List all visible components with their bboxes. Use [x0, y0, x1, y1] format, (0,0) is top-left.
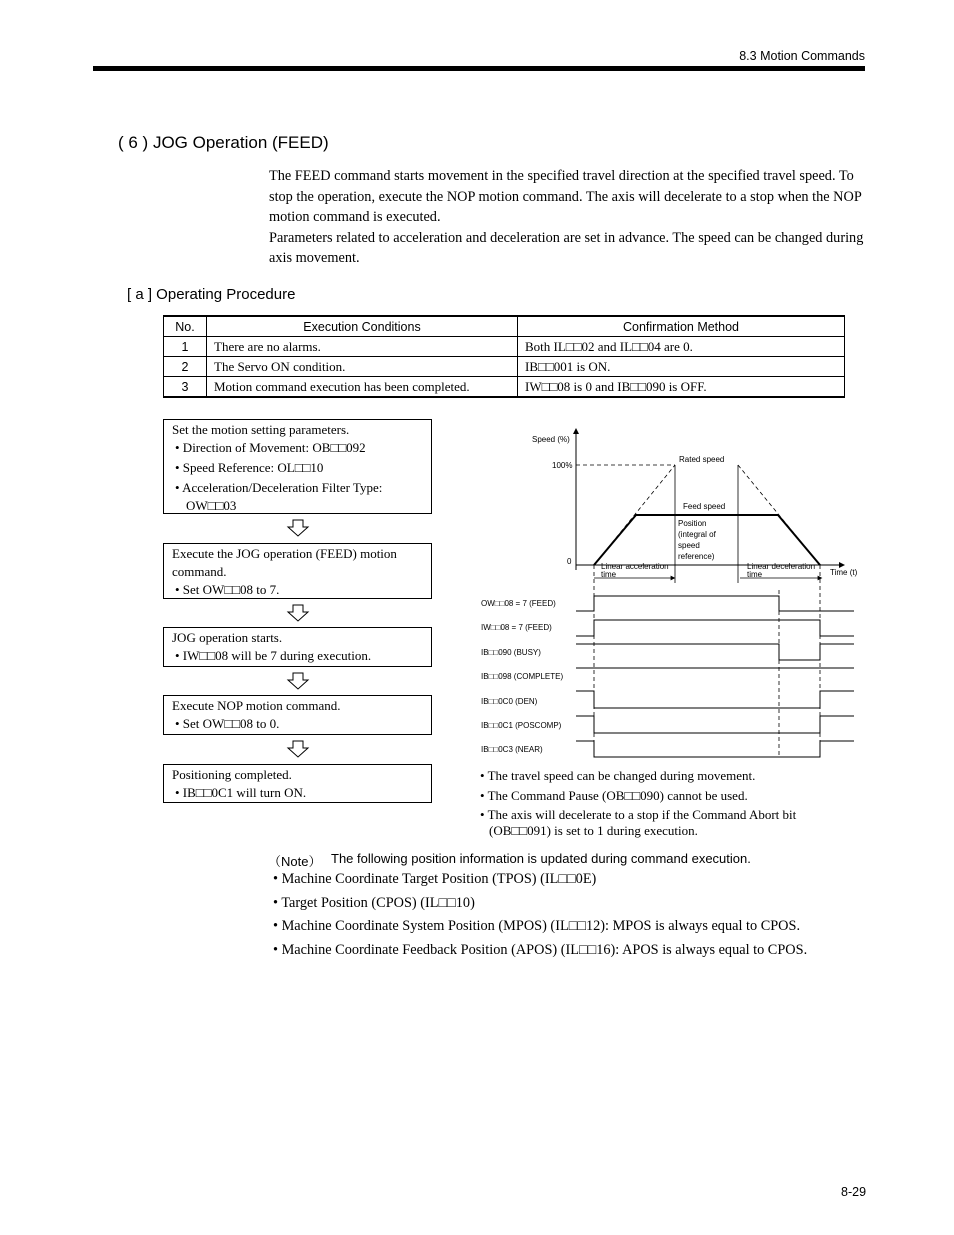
rated-speed-label: Rated speed	[679, 455, 725, 464]
flow-step-bullet: • Direction of Movement: OB□□092	[175, 440, 366, 455]
waveform-busy	[576, 644, 854, 660]
flow-step-bullet: • Acceleration/Deceleration Filter Type: OW□□03	[175, 480, 383, 513]
waveform-near	[576, 741, 854, 757]
speed-axis-label: Speed (%)	[532, 435, 570, 444]
flow-step-bullet: • Speed Reference: OL□□10	[175, 460, 324, 475]
col-header-confirmation: Confirmation Method	[518, 316, 845, 337]
position-note: (integral of	[678, 530, 716, 539]
note-list	[273, 871, 807, 965]
chart-note: • The Command Pause (OB□□090) cannot be used.	[480, 787, 748, 803]
down-arrow-icon	[286, 740, 310, 758]
y-tick-0: 0	[567, 557, 572, 566]
waveform-den	[576, 691, 854, 708]
flow-step-title: Set the motion setting parameters.	[172, 422, 350, 437]
waveform-iw08	[576, 620, 854, 636]
table-row	[164, 337, 845, 357]
signal-label: IB□□098 (COMPLETE)	[481, 672, 564, 681]
row-no: 2	[164, 357, 207, 377]
flow-step-bullet: • Set OW□□08 to 7.	[175, 582, 280, 597]
down-arrow-icon	[286, 604, 310, 622]
flow-step-bullet: • Set OW□□08 to 0.	[175, 716, 280, 731]
decel-time-label: time	[747, 570, 763, 579]
flow-step-title: JOG operation starts.	[172, 630, 283, 645]
col-header-conditions: Execution Conditions	[207, 316, 518, 337]
flow-step-set-parameters	[163, 419, 432, 514]
signal-label: OW□□08 = 7 (FEED)	[481, 599, 556, 608]
note-text: The following position information is updated during command execution.	[331, 851, 751, 866]
col-header-no: No.	[164, 316, 207, 337]
signal-label: IW□□08 = 7 (FEED)	[481, 623, 552, 632]
table-row	[164, 377, 845, 398]
y-tick-100: 100%	[552, 461, 573, 470]
decel-time-label: Linear deceleration	[747, 562, 816, 571]
chart-note: • The travel speed can be changed during movement.	[480, 768, 756, 783]
chart-notes	[480, 768, 860, 843]
running-header: 8.3 Motion Commands	[739, 49, 865, 63]
timing-chart	[470, 425, 865, 765]
list-item: • Target Position (CPOS) (IL□□10)	[273, 894, 475, 911]
header-rule	[93, 66, 865, 71]
position-note: speed	[678, 541, 700, 550]
waveform-ow08	[576, 596, 854, 611]
accel-time-label: Linear acceleration	[601, 562, 669, 571]
flow-step-execute-nop	[163, 695, 432, 735]
signal-label: IB□□0C1 (POSCOMP)	[481, 721, 562, 730]
position-note: reference)	[678, 552, 715, 561]
page-number: 8-29	[841, 1185, 867, 1199]
down-arrow-icon	[286, 519, 310, 537]
list-item: • Machine Coordinate Feedback Position (APOS) (IL□□16): APOS is always equal to CPOS.	[273, 941, 808, 958]
procedure-table	[163, 315, 845, 398]
signal-label: IB□□0C3 (NEAR)	[481, 745, 543, 754]
feed-speed-label: Feed speed	[683, 502, 726, 511]
row-condition: There are no alarms.	[207, 337, 518, 357]
intro-text	[269, 166, 869, 269]
row-condition: The Servo ON condition.	[207, 357, 518, 377]
flow-step-title: Execute the JOG operation (FEED) motion command.	[172, 546, 397, 579]
row-confirmation: IW□□08 is 0 and IB□□090 is OFF.	[518, 377, 845, 398]
section-title: ( 6 ) JOG Operation (FEED)	[118, 133, 329, 152]
flow-step-bullet: • IW□□08 will be 7 during execution.	[175, 648, 372, 663]
time-axis-label: Time (t)	[830, 568, 858, 577]
note-label: （Note）	[268, 854, 322, 869]
flow-step-execute-feed	[163, 543, 432, 599]
table-header-row	[164, 316, 845, 337]
signal-label: IB□□0C0 (DEN)	[481, 697, 538, 706]
flow-step-jog-starts	[163, 627, 432, 667]
row-confirmation: Both IL□□02 and IL□□04 are 0.	[518, 337, 845, 357]
intro-paragraph-2: Parameters related to acceleration and deceleration are set in advance. The speed can be changed during axis movement.	[269, 229, 864, 266]
down-arrow-icon	[286, 672, 310, 690]
row-no: 3	[164, 377, 207, 398]
accel-time-label: time	[601, 570, 617, 579]
flow-step-bullet: • IB□□0C1 will turn ON.	[175, 785, 307, 800]
signal-label: IB□□090 (BUSY)	[481, 648, 541, 657]
flow-step-title: Execute NOP motion command.	[172, 698, 341, 713]
subsection-title: [ a ] Operating Procedure	[127, 286, 296, 303]
row-no: 1	[164, 337, 207, 357]
flow-step-positioning-completed	[163, 764, 432, 803]
intro-paragraph-1: The FEED command starts movement in the specified travel direction at the specified travel speed. To stop the operation, execute the NOP motion command. The axis will decelerate to a stop when the NOP motion command is executed.	[269, 168, 862, 225]
flow-step-title: Positioning completed.	[172, 767, 292, 782]
chart-note: • The axis will decelerate to a stop if the Command Abort bit (OB□□091) is set to 1 during execution.	[480, 807, 797, 838]
row-condition: Motion command execution has been completed.	[207, 377, 518, 398]
row-confirmation: IB□□001 is ON.	[518, 357, 845, 377]
list-item: • Machine Coordinate Target Position (TPOS) (IL□□0E)	[273, 871, 597, 887]
waveform-poscomp	[576, 716, 854, 733]
list-item: • Machine Coordinate System Position (MPOS) (IL□□12): MPOS is always equal to CPOS.	[273, 918, 801, 934]
position-note: Position	[678, 519, 707, 528]
table-row	[164, 357, 845, 377]
